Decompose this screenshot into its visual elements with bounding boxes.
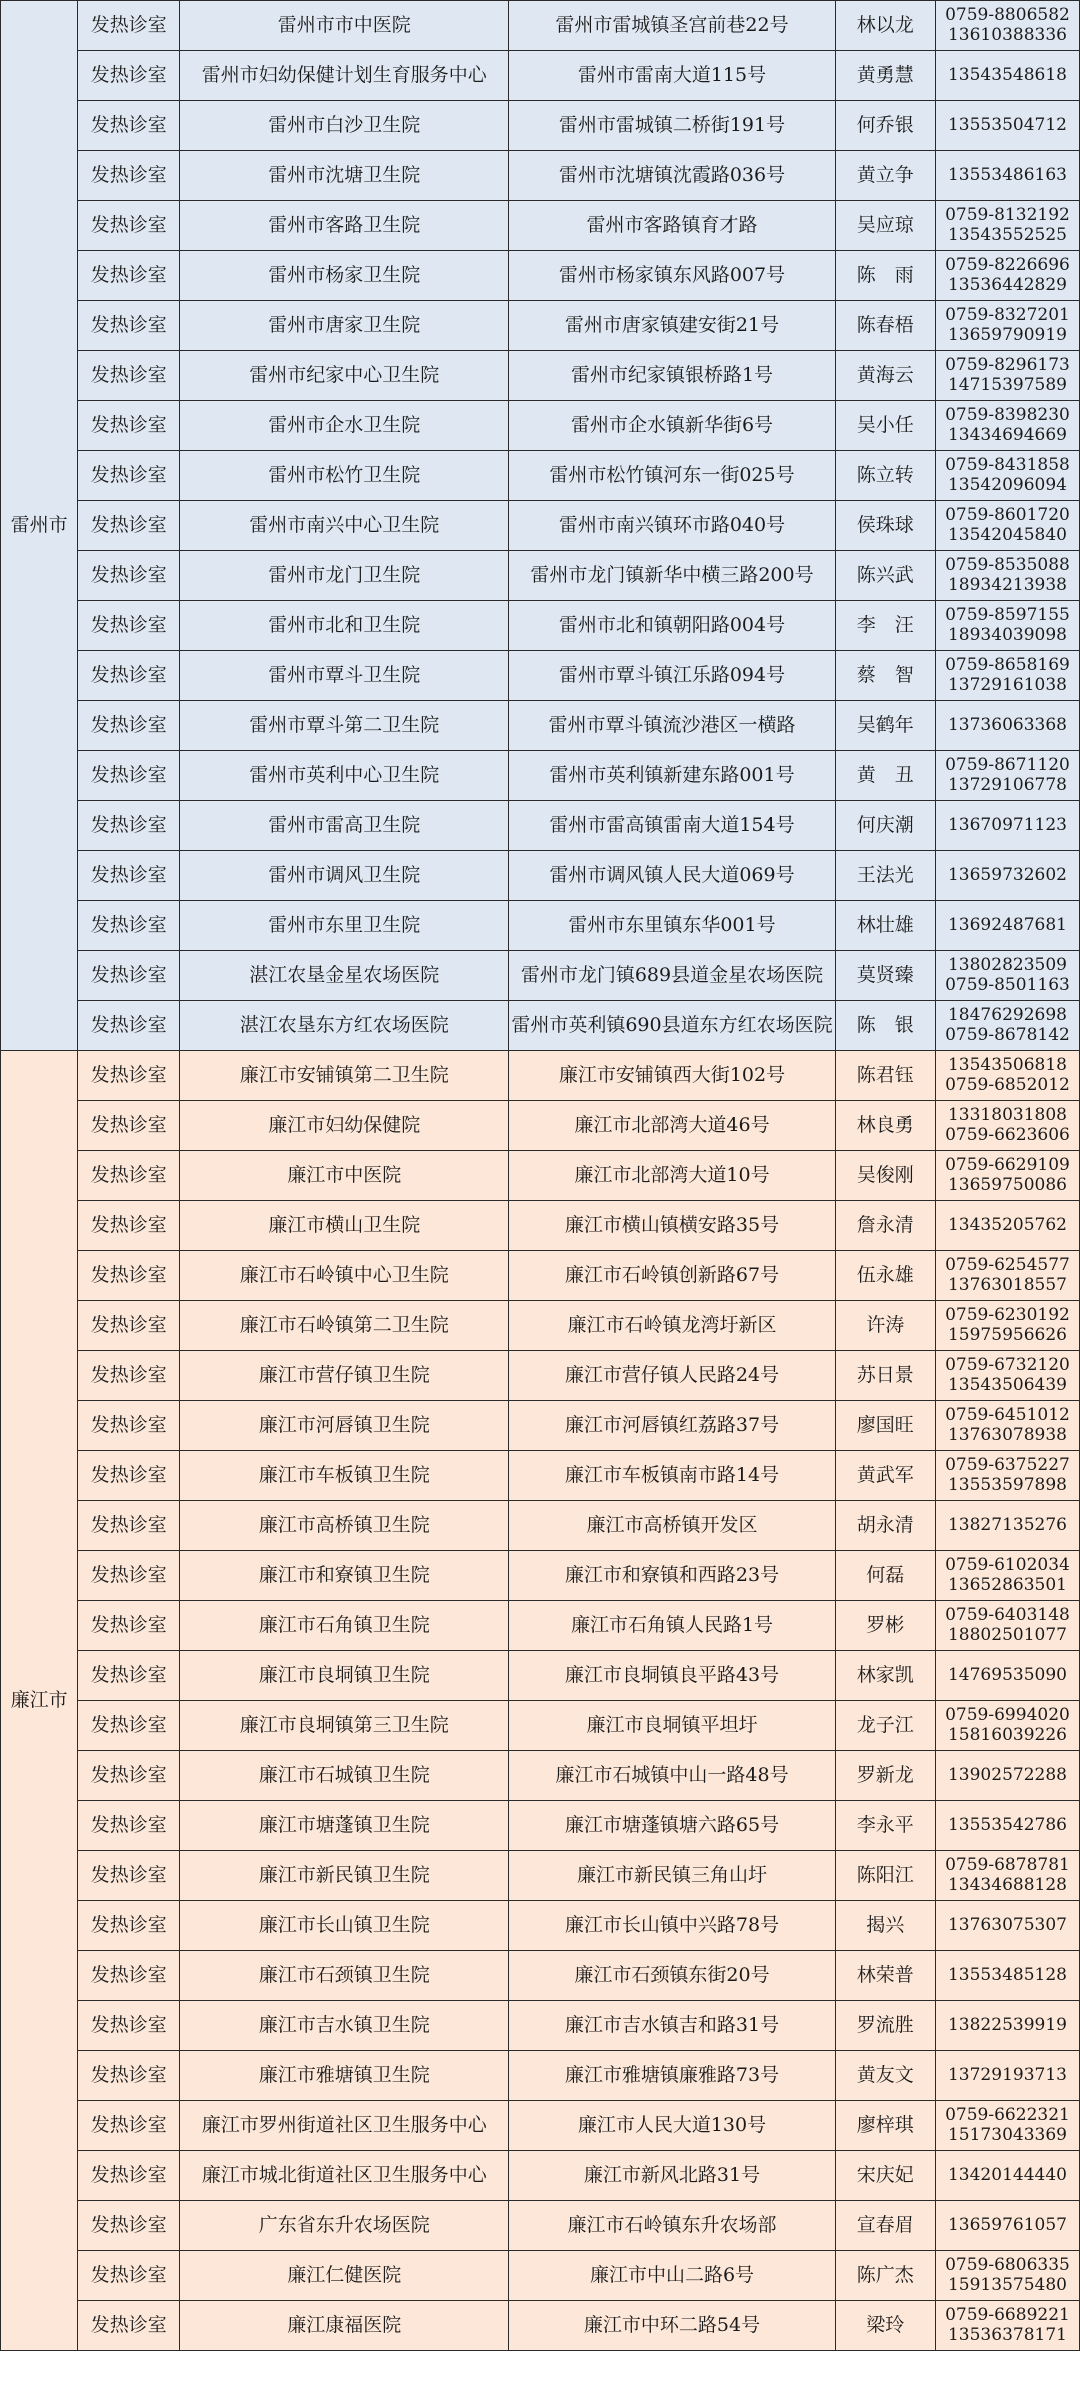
clinic-type-cell: 发热诊室 xyxy=(78,1251,180,1301)
hospital-name-cell: 雷州市纪家中心卫生院 xyxy=(180,351,509,401)
hospital-name-cell: 雷州市杨家卫生院 xyxy=(180,251,509,301)
contact-name-cell: 李永平 xyxy=(835,1801,935,1851)
clinic-type-cell: 发热诊室 xyxy=(78,801,180,851)
address-cell: 廉江市中山二路6号 xyxy=(509,2251,835,2301)
contact-name-cell: 詹永清 xyxy=(835,1201,935,1251)
hospital-name-cell: 雷州市白沙卫生院 xyxy=(180,101,509,151)
clinic-type-cell: 发热诊室 xyxy=(78,1,180,51)
hospital-name-cell: 廉江市车板镇卫生院 xyxy=(180,1451,509,1501)
clinic-type-cell: 发热诊室 xyxy=(78,1851,180,1901)
contact-name-cell: 陈兴武 xyxy=(835,551,935,601)
clinic-type-cell: 发热诊室 xyxy=(78,701,180,751)
phone-cell: 13553486163 xyxy=(935,151,1079,201)
phone-cell: 0759-6102034 13652863501 xyxy=(935,1551,1079,1601)
phone-cell: 0759-8658169 13729161038 xyxy=(935,651,1079,701)
phone-cell: 13902572288 xyxy=(935,1751,1079,1801)
contact-name-cell: 陈君钰 xyxy=(835,1051,935,1101)
table-row xyxy=(1,1451,1080,1501)
clinic-type-cell: 发热诊室 xyxy=(78,251,180,301)
address-cell: 廉江市吉水镇吉和路31号 xyxy=(509,2001,835,2051)
clinic-type-cell: 发热诊室 xyxy=(78,451,180,501)
table-row xyxy=(1,1551,1080,1601)
hospital-name-cell: 雷州市北和卫生院 xyxy=(180,601,509,651)
address-cell: 廉江市和寮镇和西路23号 xyxy=(509,1551,835,1601)
contact-name-cell: 罗流胜 xyxy=(835,2001,935,2051)
contact-name-cell: 黄武军 xyxy=(835,1451,935,1501)
phone-cell: 13729193713 xyxy=(935,2051,1079,2101)
contact-name-cell: 何庆潮 xyxy=(835,801,935,851)
hospital-name-cell: 雷州市雷高卫生院 xyxy=(180,801,509,851)
address-cell: 雷州市雷城镇圣宫前巷22号 xyxy=(509,1,835,51)
hospital-name-cell: 廉江市妇幼保健院 xyxy=(180,1101,509,1151)
address-cell: 雷州市唐家镇建安街21号 xyxy=(509,301,835,351)
phone-cell: 0759-8226696 13536442829 xyxy=(935,251,1079,301)
phone-cell: 0759-8132192 13543552525 xyxy=(935,201,1079,251)
address-cell: 廉江市长山镇中兴路78号 xyxy=(509,1901,835,1951)
contact-name-cell: 吴俊刚 xyxy=(835,1151,935,1201)
contact-name-cell: 何乔银 xyxy=(835,101,935,151)
clinic-type-cell: 发热诊室 xyxy=(78,1351,180,1401)
clinic-type-cell: 发热诊室 xyxy=(78,1501,180,1551)
address-cell: 雷州市松竹镇河东一街025号 xyxy=(509,451,835,501)
phone-cell: 0759-6994020 15816039226 xyxy=(935,1701,1079,1751)
hospital-name-cell: 廉江市横山卫生院 xyxy=(180,1201,509,1251)
phone-cell: 0759-8398230 13434694669 xyxy=(935,401,1079,451)
address-cell: 雷州市龙门镇新华中横三路200号 xyxy=(509,551,835,601)
hospital-name-cell: 廉江市新民镇卫生院 xyxy=(180,1851,509,1901)
address-cell: 廉江市良垌镇良平路43号 xyxy=(509,1651,835,1701)
hospital-name-cell: 廉江市塘蓬镇卫生院 xyxy=(180,1801,509,1851)
table-row xyxy=(1,1351,1080,1401)
contact-name-cell: 蔡 智 xyxy=(835,651,935,701)
table-row xyxy=(1,2251,1080,2301)
phone-cell: 13543506818 0759-6852012 xyxy=(935,1051,1079,1101)
address-cell: 廉江市营仔镇人民路24号 xyxy=(509,1351,835,1401)
table-row xyxy=(1,1501,1080,1551)
phone-cell: 13435205762 xyxy=(935,1201,1079,1251)
phone-cell: 0759-6629109 13659750086 xyxy=(935,1151,1079,1201)
table-row xyxy=(1,601,1080,651)
address-cell: 廉江市石岭镇东升农场部 xyxy=(509,2201,835,2251)
hospital-name-cell: 雷州市唐家卫生院 xyxy=(180,301,509,351)
table-row xyxy=(1,651,1080,701)
address-cell: 雷州市南兴镇环市路040号 xyxy=(509,501,835,551)
hospital-name-cell: 廉江市罗州街道社区卫生服务中心 xyxy=(180,2101,509,2151)
clinic-type-cell: 发热诊室 xyxy=(78,1051,180,1101)
address-cell: 廉江市高桥镇开发区 xyxy=(509,1501,835,1551)
hospital-name-cell: 廉江市吉水镇卫生院 xyxy=(180,2001,509,2051)
clinic-type-cell: 发热诊室 xyxy=(78,2201,180,2251)
contact-name-cell: 宋庆妃 xyxy=(835,2151,935,2201)
clinic-type-cell: 发热诊室 xyxy=(78,401,180,451)
address-cell: 雷州市雷城镇二桥街191号 xyxy=(509,101,835,151)
contact-name-cell: 黄立争 xyxy=(835,151,935,201)
table-row xyxy=(1,201,1080,251)
address-cell: 廉江市河唇镇红荔路37号 xyxy=(509,1401,835,1451)
table-row xyxy=(1,1701,1080,1751)
address-cell: 廉江市车板镇南市路14号 xyxy=(509,1451,835,1501)
table-row xyxy=(1,801,1080,851)
clinic-type-cell: 发热诊室 xyxy=(78,751,180,801)
hospital-name-cell: 廉江市中医院 xyxy=(180,1151,509,1201)
address-cell: 廉江市新民镇三角山圩 xyxy=(509,1851,835,1901)
hospital-name-cell: 廉江市石岭镇第二卫生院 xyxy=(180,1301,509,1351)
phone-cell: 13827135276 xyxy=(935,1501,1079,1551)
table-row xyxy=(1,101,1080,151)
table-row xyxy=(1,51,1080,101)
phone-cell: 13543548618 xyxy=(935,51,1079,101)
contact-name-cell: 林家凯 xyxy=(835,1651,935,1701)
table-row xyxy=(1,1151,1080,1201)
contact-name-cell: 苏日景 xyxy=(835,1351,935,1401)
clinic-type-cell: 发热诊室 xyxy=(78,551,180,601)
clinic-type-cell: 发热诊室 xyxy=(78,2101,180,2151)
clinic-type-cell: 发热诊室 xyxy=(78,1751,180,1801)
phone-cell: 0759-8535088 18934213938 xyxy=(935,551,1079,601)
phone-cell: 13318031808 0759-6623606 xyxy=(935,1101,1079,1151)
contact-name-cell: 林壮雄 xyxy=(835,901,935,951)
phone-cell: 13802823509 0759-8501163 xyxy=(935,951,1079,1001)
phone-cell: 0759-6451012 13763078938 xyxy=(935,1401,1079,1451)
hospital-name-cell: 雷州市龙门卫生院 xyxy=(180,551,509,601)
contact-name-cell: 胡永清 xyxy=(835,1501,935,1551)
contact-name-cell: 廖国旺 xyxy=(835,1401,935,1451)
contact-name-cell: 林良勇 xyxy=(835,1101,935,1151)
contact-name-cell: 许涛 xyxy=(835,1301,935,1351)
contact-name-cell: 陈 银 xyxy=(835,1001,935,1051)
hospital-name-cell: 雷州市覃斗卫生院 xyxy=(180,651,509,701)
address-cell: 雷州市纪家镇银桥路1号 xyxy=(509,351,835,401)
phone-cell: 0759-6622321 15173043369 xyxy=(935,2101,1079,2151)
phone-cell: 0759-6254577 13763018557 xyxy=(935,1251,1079,1301)
table-row xyxy=(1,301,1080,351)
phone-cell: 13659732602 xyxy=(935,851,1079,901)
address-cell: 雷州市龙门镇689县道金星农场医院 xyxy=(509,951,835,1001)
contact-name-cell: 陈立转 xyxy=(835,451,935,501)
contact-name-cell: 王法光 xyxy=(835,851,935,901)
phone-cell: 0759-8327201 13659790919 xyxy=(935,301,1079,351)
hospital-name-cell: 廉江市雅塘镇卫生院 xyxy=(180,2051,509,2101)
clinic-type-cell: 发热诊室 xyxy=(78,951,180,1001)
clinic-type-cell: 发热诊室 xyxy=(78,201,180,251)
hospital-name-cell: 雷州市市中医院 xyxy=(180,1,509,51)
phone-cell: 0759-8296173 14715397589 xyxy=(935,351,1079,401)
phone-cell: 13553485128 xyxy=(935,1951,1079,2001)
phone-cell: 0759-6732120 13543506439 xyxy=(935,1351,1079,1401)
contact-name-cell: 宣春眉 xyxy=(835,2201,935,2251)
contact-name-cell: 陈阳江 xyxy=(835,1851,935,1901)
clinic-type-cell: 发热诊室 xyxy=(78,501,180,551)
table-row xyxy=(1,2201,1080,2251)
phone-cell: 13736063368 xyxy=(935,701,1079,751)
address-cell: 廉江市石岭镇创新路67号 xyxy=(509,1251,835,1301)
hospital-name-cell: 雷州市妇幼保健计划生育服务中心 xyxy=(180,51,509,101)
table-row xyxy=(1,151,1080,201)
address-cell: 廉江市北部湾大道46号 xyxy=(509,1101,835,1151)
clinic-type-cell: 发热诊室 xyxy=(78,1551,180,1601)
contact-name-cell: 黄 丑 xyxy=(835,751,935,801)
clinic-type-cell: 发热诊室 xyxy=(78,1801,180,1851)
phone-cell: 13763075307 xyxy=(935,1901,1079,1951)
hospital-name-cell: 廉江市良垌镇卫生院 xyxy=(180,1651,509,1701)
hospital-name-cell: 廉江市河唇镇卫生院 xyxy=(180,1401,509,1451)
address-cell: 雷州市调风镇人民大道069号 xyxy=(509,851,835,901)
clinic-type-cell: 发热诊室 xyxy=(78,1651,180,1701)
clinic-type-cell: 发热诊室 xyxy=(78,1301,180,1351)
contact-name-cell: 龙子江 xyxy=(835,1701,935,1751)
address-cell: 雷州市北和镇朝阳路004号 xyxy=(509,601,835,651)
clinic-type-cell: 发热诊室 xyxy=(78,1101,180,1151)
hospital-name-cell: 雷州市东里卫生院 xyxy=(180,901,509,951)
contact-name-cell: 何磊 xyxy=(835,1551,935,1601)
phone-cell: 13553542786 xyxy=(935,1801,1079,1851)
phone-cell: 0759-8597155 18934039098 xyxy=(935,601,1079,651)
table-row xyxy=(1,2151,1080,2201)
table-row xyxy=(1,501,1080,551)
clinic-type-cell: 发热诊室 xyxy=(78,1951,180,2001)
phone-cell: 13692487681 xyxy=(935,901,1079,951)
phone-cell: 0759-8601720 13542045840 xyxy=(935,501,1079,551)
contact-name-cell: 吴应琼 xyxy=(835,201,935,251)
address-cell: 雷州市雷南大道115号 xyxy=(509,51,835,101)
hospital-name-cell: 廉江市石颈镇卫生院 xyxy=(180,1951,509,2001)
address-cell: 廉江市中环二路54号 xyxy=(509,2301,835,2351)
phone-cell: 0759-6230192 15975956626 xyxy=(935,1301,1079,1351)
hospital-name-cell: 雷州市调风卫生院 xyxy=(180,851,509,901)
table-row xyxy=(1,1201,1080,1251)
contact-name-cell: 莫贤臻 xyxy=(835,951,935,1001)
table-row xyxy=(1,951,1080,1001)
hospital-name-cell: 廉江市营仔镇卫生院 xyxy=(180,1351,509,1401)
table-row xyxy=(1,351,1080,401)
hospital-name-cell: 雷州市松竹卫生院 xyxy=(180,451,509,501)
contact-name-cell: 侯珠球 xyxy=(835,501,935,551)
table-row xyxy=(1,1601,1080,1651)
address-cell: 雷州市沈塘镇沈霞路036号 xyxy=(509,151,835,201)
hospital-name-cell: 雷州市沈塘卫生院 xyxy=(180,151,509,201)
clinic-type-cell: 发热诊室 xyxy=(78,1701,180,1751)
contact-name-cell: 吴小任 xyxy=(835,401,935,451)
hospital-name-cell: 廉江市石岭镇中心卫生院 xyxy=(180,1251,509,1301)
address-cell: 雷州市英利镇新建东路001号 xyxy=(509,751,835,801)
phone-cell: 13670971123 xyxy=(935,801,1079,851)
clinic-type-cell: 发热诊室 xyxy=(78,2001,180,2051)
hospital-name-cell: 雷州市英利中心卫生院 xyxy=(180,751,509,801)
table-row xyxy=(1,2051,1080,2101)
address-cell: 雷州市企水镇新华街6号 xyxy=(509,401,835,451)
contact-name-cell: 陈广杰 xyxy=(835,2251,935,2301)
contact-name-cell: 黄友文 xyxy=(835,2051,935,2101)
contact-name-cell: 黄勇慧 xyxy=(835,51,935,101)
contact-name-cell: 吴鹤年 xyxy=(835,701,935,751)
address-cell: 廉江市雅塘镇廉雅路73号 xyxy=(509,2051,835,2101)
clinic-type-cell: 发热诊室 xyxy=(78,1601,180,1651)
address-cell: 廉江市横山镇横安路35号 xyxy=(509,1201,835,1251)
city-cell: 雷州市 xyxy=(1,1,78,1051)
table-row xyxy=(1,2001,1080,2051)
phone-cell: 13659761057 xyxy=(935,2201,1079,2251)
clinic-type-cell: 发热诊室 xyxy=(78,2051,180,2101)
address-cell: 雷州市雷高镇雷南大道154号 xyxy=(509,801,835,851)
contact-name-cell: 伍永雄 xyxy=(835,1251,935,1301)
phone-cell: 14769535090 xyxy=(935,1651,1079,1701)
table-row xyxy=(1,1251,1080,1301)
clinic-type-cell: 发热诊室 xyxy=(78,651,180,701)
contact-name-cell: 罗彬 xyxy=(835,1601,935,1651)
table-row xyxy=(1,251,1080,301)
clinic-type-cell: 发热诊室 xyxy=(78,101,180,151)
clinic-type-cell: 发热诊室 xyxy=(78,1401,180,1451)
phone-cell: 18476292698 0759-8678142 xyxy=(935,1001,1079,1051)
table-row xyxy=(1,2301,1080,2351)
phone-cell: 0759-6375227 13553597898 xyxy=(935,1451,1079,1501)
contact-name-cell: 梁玲 xyxy=(835,2301,935,2351)
contact-name-cell: 李 汪 xyxy=(835,601,935,651)
table-row xyxy=(1,701,1080,751)
contact-name-cell: 陈春梧 xyxy=(835,301,935,351)
contact-name-cell: 罗新龙 xyxy=(835,1751,935,1801)
phone-cell: 0759-8806582 13610388336 xyxy=(935,1,1079,51)
contact-name-cell: 廖梓琪 xyxy=(835,2101,935,2151)
table-row xyxy=(1,851,1080,901)
address-cell: 廉江市良垌镇平坦圩 xyxy=(509,1701,835,1751)
hospital-name-cell: 廉江市长山镇卫生院 xyxy=(180,1901,509,1951)
address-cell: 雷州市东里镇东华001号 xyxy=(509,901,835,951)
table-row xyxy=(1,1401,1080,1451)
clinic-type-cell: 发热诊室 xyxy=(78,1901,180,1951)
phone-cell: 13822539919 xyxy=(935,2001,1079,2051)
clinic-type-cell: 发热诊室 xyxy=(78,601,180,651)
hospital-name-cell: 湛江农垦东方红农场医院 xyxy=(180,1001,509,1051)
address-cell: 廉江市北部湾大道10号 xyxy=(509,1151,835,1201)
city-cell: 廉江市 xyxy=(1,1051,78,2351)
table-row xyxy=(1,1001,1080,1051)
table-row xyxy=(1,1851,1080,1901)
table-row xyxy=(1,1301,1080,1351)
clinic-type-cell: 发热诊室 xyxy=(78,301,180,351)
address-cell: 廉江市石角镇人民路1号 xyxy=(509,1601,835,1651)
address-cell: 雷州市英利镇690县道东方红农场医院 xyxy=(509,1001,835,1051)
hospital-name-cell: 廉江康福医院 xyxy=(180,2301,509,2351)
hospital-name-cell: 雷州市南兴中心卫生院 xyxy=(180,501,509,551)
table-row xyxy=(1,901,1080,951)
hospital-name-cell: 雷州市覃斗第二卫生院 xyxy=(180,701,509,751)
address-cell: 廉江市石城镇中山一路48号 xyxy=(509,1751,835,1801)
hospital-name-cell: 廉江市石城镇卫生院 xyxy=(180,1751,509,1801)
hospital-name-cell: 雷州市企水卫生院 xyxy=(180,401,509,451)
phone-cell: 13553504712 xyxy=(935,101,1079,151)
address-cell: 雷州市杨家镇东风路007号 xyxy=(509,251,835,301)
table-row xyxy=(1,1801,1080,1851)
address-cell: 廉江市石岭镇龙湾圩新区 xyxy=(509,1301,835,1351)
clinic-type-cell: 发热诊室 xyxy=(78,1201,180,1251)
address-cell: 廉江市塘蓬镇塘六路65号 xyxy=(509,1801,835,1851)
table-row xyxy=(1,1101,1080,1151)
clinic-type-cell: 发热诊室 xyxy=(78,851,180,901)
clinic-type-cell: 发热诊室 xyxy=(78,2251,180,2301)
contact-name-cell: 林以龙 xyxy=(835,1,935,51)
clinic-type-cell: 发热诊室 xyxy=(78,2301,180,2351)
table-row xyxy=(1,1901,1080,1951)
contact-name-cell: 陈 雨 xyxy=(835,251,935,301)
hospital-name-cell: 廉江市安铺镇第二卫生院 xyxy=(180,1051,509,1101)
phone-cell: 0759-6403148 18802501077 xyxy=(935,1601,1079,1651)
address-cell: 廉江市安铺镇西大街102号 xyxy=(509,1051,835,1101)
address-cell: 廉江市新风北路31号 xyxy=(509,2151,835,2201)
address-cell: 雷州市覃斗镇江乐路094号 xyxy=(509,651,835,701)
table-row xyxy=(1,751,1080,801)
clinic-type-cell: 发热诊室 xyxy=(78,1151,180,1201)
contact-name-cell: 黄海云 xyxy=(835,351,935,401)
table-row xyxy=(1,1051,1080,1101)
table-row xyxy=(1,2101,1080,2151)
table-row xyxy=(1,401,1080,451)
clinic-type-cell: 发热诊室 xyxy=(78,1001,180,1051)
clinic-type-cell: 发热诊室 xyxy=(78,351,180,401)
hospital-name-cell: 廉江市高桥镇卫生院 xyxy=(180,1501,509,1551)
phone-cell: 0759-8671120 13729106778 xyxy=(935,751,1079,801)
phone-cell: 13420144440 xyxy=(935,2151,1079,2201)
table-row xyxy=(1,1951,1080,2001)
hospital-name-cell: 廉江市城北街道社区卫生服务中心 xyxy=(180,2151,509,2201)
clinic-type-cell: 发热诊室 xyxy=(78,51,180,101)
hospital-name-cell: 雷州市客路卫生院 xyxy=(180,201,509,251)
table-row xyxy=(1,551,1080,601)
clinic-type-cell: 发热诊室 xyxy=(78,901,180,951)
address-cell: 雷州市覃斗镇流沙港区一横路 xyxy=(509,701,835,751)
hospital-name-cell: 湛江农垦金星农场医院 xyxy=(180,951,509,1001)
hospital-name-cell: 廉江仁健医院 xyxy=(180,2251,509,2301)
phone-cell: 0759-6878781 13434688128 xyxy=(935,1851,1079,1901)
address-cell: 雷州市客路镇育才路 xyxy=(509,201,835,251)
table-row xyxy=(1,1751,1080,1801)
address-cell: 廉江市石颈镇东街20号 xyxy=(509,1951,835,2001)
address-cell: 廉江市人民大道130号 xyxy=(509,2101,835,2151)
table-row xyxy=(1,451,1080,501)
table-row xyxy=(1,1651,1080,1701)
contact-name-cell: 揭兴 xyxy=(835,1901,935,1951)
clinic-type-cell: 发热诊室 xyxy=(78,2151,180,2201)
clinic-type-cell: 发热诊室 xyxy=(78,151,180,201)
phone-cell: 0759-6689221 13536378171 xyxy=(935,2301,1079,2351)
phone-cell: 0759-6806335 15913575480 xyxy=(935,2251,1079,2301)
contact-name-cell: 林荣普 xyxy=(835,1951,935,2001)
hospital-name-cell: 廉江市和寮镇卫生院 xyxy=(180,1551,509,1601)
hospital-name-cell: 廉江市良垌镇第三卫生院 xyxy=(180,1701,509,1751)
hospital-name-cell: 广东省东升农场医院 xyxy=(180,2201,509,2251)
phone-cell: 0759-8431858 13542096094 xyxy=(935,451,1079,501)
hospital-name-cell: 廉江市石角镇卫生院 xyxy=(180,1601,509,1651)
table-row xyxy=(1,1,1080,51)
clinic-type-cell: 发热诊室 xyxy=(78,1451,180,1501)
